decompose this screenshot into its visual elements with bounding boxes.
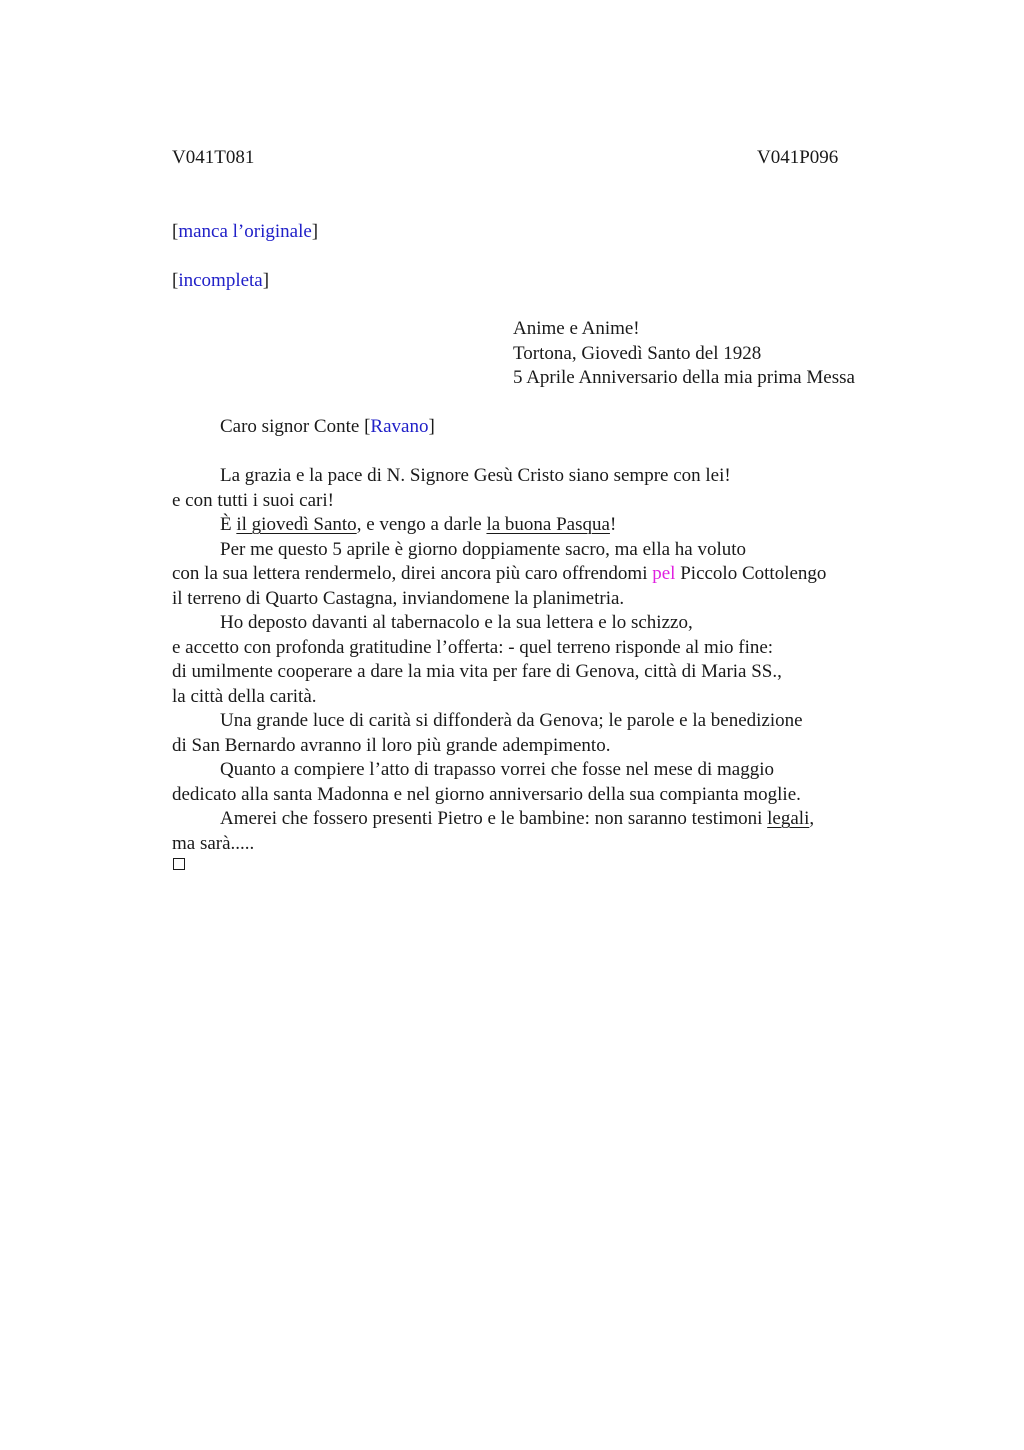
- body-line: Per me questo 5 aprile è giorno doppiamente sacro, ma ella ha voluto: [220, 538, 747, 560]
- body-line: di San Bernardo avranno il loro più grande adempimento.: [172, 734, 611, 756]
- letter-heading: [513, 317, 855, 391]
- document-reference-left: V041T081: [172, 147, 255, 168]
- body-line: [172, 513, 826, 538]
- body-line: dedicato alla santa Madonna e nel giorno anniversario della sua compianta moglie.: [172, 783, 801, 805]
- body-line: Una grande luce di carità si diffonderà da Genova; le parole e la benedizione: [220, 710, 803, 731]
- editorial-note-missing-original: [manca l’originale]: [172, 221, 319, 242]
- body-text: , e vengo a darle: [356, 514, 487, 535]
- body-text: È: [220, 514, 237, 535]
- editorial-note-text: incompleta: [178, 270, 263, 291]
- heading-place-date: Tortona, Giovedì Santo del 1928: [513, 342, 762, 364]
- heading-motto: Anime e Anime!: [513, 318, 640, 339]
- body-text: ,: [809, 808, 815, 829]
- body-line: ma sarà.....: [172, 832, 255, 854]
- body-text: con la sua lettera rendermelo, direi ancora più caro offrendomi: [172, 563, 653, 584]
- body-text: !: [609, 514, 617, 535]
- end-of-text-box-icon: [173, 858, 185, 870]
- body-line: La grazia e la pace di N. Signore Gesù Cristo siano sempre con lei!: [220, 465, 731, 486]
- body-line: il terreno di Quarto Castagna, inviandomene la planimetria.: [172, 587, 625, 609]
- salutation: Caro signor Conte [Ravano]: [220, 416, 435, 437]
- body-line: [172, 807, 826, 832]
- body-line: Quanto a compiere l’atto di trapasso vorrei che fosse nel mese di maggio: [220, 759, 774, 780]
- editorial-note-text: manca l’originale: [178, 221, 312, 242]
- document-reference-right: V041P096: [757, 147, 839, 168]
- editorial-note-incomplete: [incompleta]: [172, 270, 270, 291]
- body-line: e con tutti i suoi cari!: [172, 489, 334, 511]
- body-line: la città della carità.: [172, 685, 317, 707]
- body-line: [172, 562, 826, 587]
- salutation-name: Ravano: [370, 416, 429, 437]
- highlighted-word: pel: [652, 563, 676, 584]
- letter-body: [172, 464, 826, 856]
- body-line: Ho deposto davanti al tabernacolo e la sua lettera e lo schizzo,: [220, 612, 693, 633]
- body-line: e accetto con profonda gratitudine l’offerta: - quel terreno risponde al mio fine:: [172, 636, 774, 658]
- underlined-phrase: legali: [767, 808, 810, 829]
- body-line: di umilmente cooperare a dare la mia vita per fare di Genova, città di Maria SS.,: [172, 661, 782, 682]
- heading-anniversary: 5 Aprile Anniversario della mia prima Messa: [513, 367, 855, 388]
- body-text: Piccolo Cottolengo: [675, 563, 827, 584]
- underlined-phrase: la buona Pasqua: [486, 514, 610, 535]
- underlined-phrase: il giovedì Santo: [236, 514, 357, 535]
- body-text: Amerei che fossero presenti Pietro e le bambine: non saranno testimoni: [220, 808, 768, 829]
- salutation-text: Caro signor Conte: [220, 416, 365, 437]
